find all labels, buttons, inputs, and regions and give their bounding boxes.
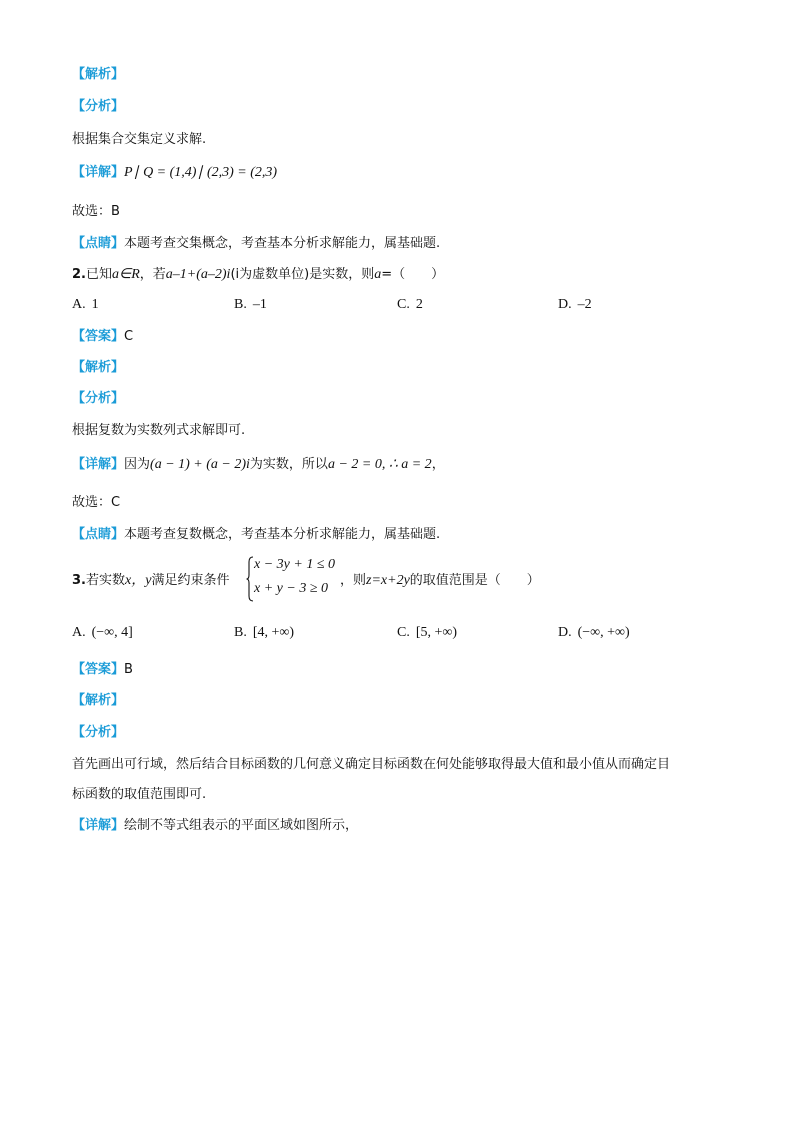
q1-fenxi-heading: 【分析】 [72,99,125,114]
q1-dianjing-text: 本题考查交集概念，考查基本分析求解能力，属基础题. [124,236,441,251]
q1-dianjing [72,234,440,254]
q2-dianjing-tag: 【点睛】 [72,527,125,542]
q1-jiexi-heading: 【解析】 [72,67,125,82]
q3-answer-tag: 【答案】 [72,662,125,677]
left-brace-icon [246,556,254,602]
q1-dianjing-tag: 【点睛】 [72,236,125,251]
q2-jiexi-heading: 【解析】 [72,360,125,375]
q3-condition-2: x + y − 3 ≥ 0 [254,581,329,596]
q2-detail-result: a − 2 = 0, ∴ a = 2 [327,457,432,472]
q3-answer-value: B [124,662,133,677]
q2-dianjing [72,525,440,545]
q3-vars: x，y [125,573,152,588]
q2-analysis-text: 根据复数为实数列式求解即可. [72,423,246,438]
q3-option-a: A. (−∞, 4] [72,625,133,640]
q2-detail: 【详解】因为(a − 1) + (a − 2)i为实数，所以a − 2 = 0, ∴ a = 2， [72,457,445,472]
q2-detail-expr: (a − 1) + (a − 2)i [150,457,250,472]
q3-stem-lead: 3.若实数x，y满足约束条件 [72,573,230,588]
q3-objective: z=x+2y [366,573,410,588]
q2-number: 2. [72,267,86,282]
q3-option-c: C. [5, +∞) [397,625,458,640]
q2-answer [72,327,133,347]
q1-detail-math: P∣ Q = (1,4)∣ (2,3) = (2,3) [124,165,278,180]
q3-fenxi-heading: 【分析】 [72,725,125,740]
q3-detail [72,816,358,836]
q3-jiexi-heading: 【解析】 [72,693,125,708]
q2-option-d: D. –2 [558,297,592,312]
q2-choice: 故选：C [72,495,121,510]
q3-analysis-line-1: 首先画出可行域，然后结合目标函数的几何意义确定目标函数在何处能够取得最大值和最小值从而确定目 [72,757,671,772]
q3-detail-tag: 【详解】 [72,818,125,833]
q2-detail-tag: 【详解】 [72,457,125,472]
q2-answer-value: C [124,329,134,344]
q2-answer-tag: 【答案】 [72,329,125,344]
q2-option-c: C. 2 [397,297,423,312]
q2-fenxi-heading: 【分析】 [72,391,125,406]
q2-option-a: A. 1 [72,297,99,312]
q1-choice: 故选：B [72,204,120,219]
q3-condition-1: x − 3y + 1 ≤ 0 [254,557,336,572]
q2-expression: a–1+(a–2)i [165,267,231,282]
q2-stem: 2.已知a∈R，若a–1+(a–2)i(i为虚数单位)是实数，则a=（ ） [72,267,445,282]
q3-option-d: D. (−∞, +∞) [558,625,630,640]
q3-analysis-line-2: 标函数的取值范围即可. [72,787,207,802]
q3-option-b: B. [4, +∞) [234,625,295,640]
q3-answer [72,660,133,680]
q2-a-in-r: a∈R [112,267,140,282]
q3-detail-text: 绘制不等式组表示的平面区域如图所示， [124,818,359,833]
q1-detail [72,163,277,183]
q1-analysis-text: 根据集合交集定义求解. [72,132,207,147]
q3-number: 3. [72,573,86,588]
q3-stem-tail: ，则z=x+2y的取值范围是（ ） [340,573,540,588]
q1-detail-tag: 【详解】 [72,165,125,180]
q2-option-b: B. –1 [234,297,267,312]
q2-dianjing-text: 本题考查复数概念，考查基本分析求解能力，属基础题. [124,527,441,542]
